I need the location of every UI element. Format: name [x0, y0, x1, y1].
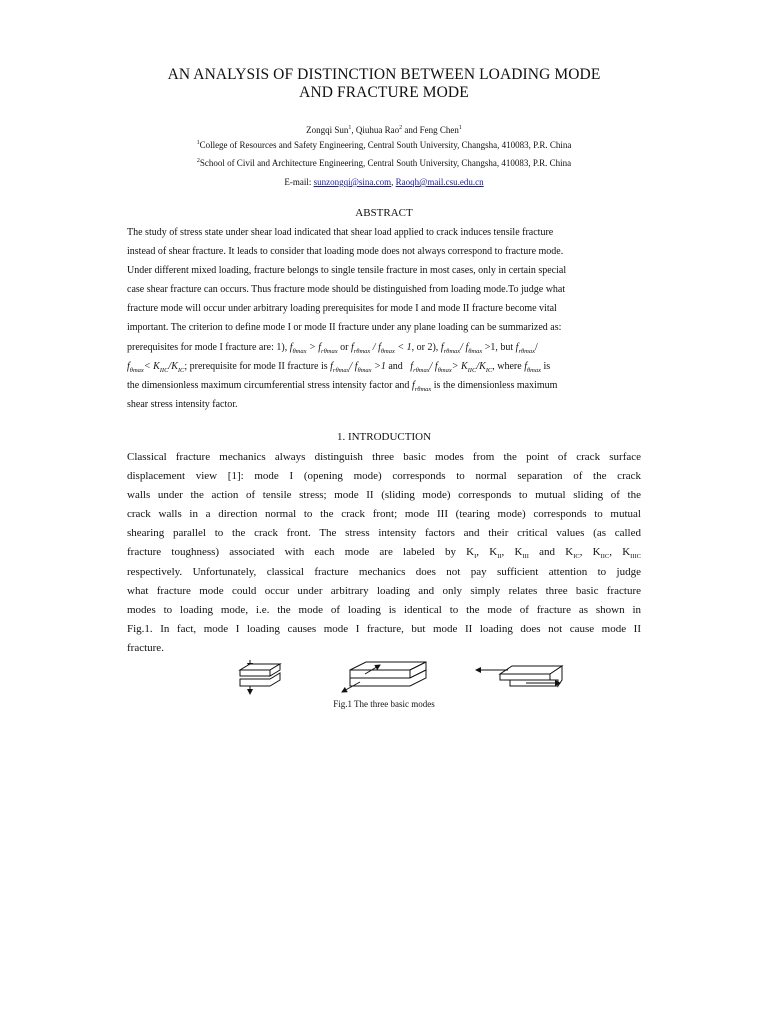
intro-line: displacement view [1]: mode I (opening mode) corresponds to normal separation of the crack: [127, 470, 641, 483]
abstract-line: The study of stress state under shear load indicated that shear load applied to crack induces tensile fracture: [127, 227, 554, 238]
math-subscript: rθmax: [321, 347, 338, 355]
author-affiliation-mark: 1: [348, 125, 352, 131]
intro-line: modes to loading mode, i.e. the mode of loading is identical to the mode of fracture as shown in: [127, 603, 641, 616]
math-subscript: rθmax: [353, 347, 371, 355]
affiliation-text: College of Resources and Safety Engineering, Central South University, Changsha, 410083, P.R. China: [199, 140, 572, 150]
author-name: Qiuhua Rao: [355, 125, 400, 135]
math-symbol: f: [354, 360, 358, 372]
k-subscript: II: [497, 553, 502, 561]
intro-line-with-subscripts: [127, 543, 641, 562]
math-subscript: θmax: [357, 366, 372, 374]
math-symbol: f: [410, 360, 414, 372]
mode-1-opening-diagram: [240, 660, 280, 694]
math-symbol: f: [434, 360, 438, 372]
math-subscript: θmax: [526, 366, 542, 374]
math-subscript: IC: [177, 366, 185, 374]
contact-email: [100, 176, 668, 188]
email-label: E-mail:: [284, 177, 314, 187]
author-affiliation-mark: 1: [458, 125, 462, 131]
email-link-1[interactable]: sunzongqi@sina.com: [313, 177, 392, 187]
abstract-line-math: $f_{\theta max}< K_{IIC}/K_{IC}$; prerequisite for mode II fracture is $f_{r\theta max}/$ $f_{\theta max} >1$ and $f_{r\theta max}/$ $f_{\theta max}> K_{IIC}/K_{IC}$, where $f_{\theta max}$ is: [127, 360, 551, 374]
math-text: prerequisites for mode I fracture are: 1),: [127, 341, 290, 353]
math-text: and: [385, 360, 406, 372]
math-subscript: θmax: [380, 347, 395, 355]
intro-text: and K: [528, 546, 574, 559]
math-symbol: f: [289, 341, 293, 353]
math-subscript: θmax: [437, 366, 452, 374]
mode-1-upper-block-face: [240, 670, 270, 676]
introduction-body: [127, 448, 641, 658]
abstract-line: instead of shear fracture. It leads to consider that loading mode does not always correspond to fracture mode.: [127, 246, 564, 258]
author-name: Zongqi Sun: [306, 125, 349, 135]
author-separator: ,: [351, 125, 356, 135]
mode-3-tearing-diagram: [476, 666, 562, 686]
math-subscript: rθmax: [332, 366, 350, 374]
math-symbol: K: [460, 360, 468, 372]
k-subscript: IIIC: [630, 553, 642, 561]
abstract-line-math: [127, 376, 640, 395]
math-subscript: θmax: [129, 366, 144, 374]
abstract-heading: ABSTRACT: [355, 207, 413, 219]
abstract-line-math: prerequisites for mode I fracture are: 1), $f_{\theta max} > f_{r\theta max}$ or $f_{r\theta max} / f_{\theta max} < 1$, or 2), $f_{r\theta max}/$ $f_{\theta max} >1$, but $f_{r\theta max}/$: [127, 341, 538, 355]
abstract-line: important. The criterion to define mode I or mode II fracture under any plane loading can be summarized as:: [127, 322, 562, 334]
affiliation-2: [100, 157, 668, 169]
intro-line: Fig.1. In fact, mode I loading causes mode I fracture, but mode II loading does not cause mode II: [127, 622, 641, 635]
intro-text: , K: [579, 546, 601, 559]
math-symbol: f: [330, 360, 333, 372]
math-text: /: [460, 341, 466, 353]
math-symbol: K: [153, 360, 160, 372]
math-symbol: f: [350, 341, 354, 353]
intro-text: , K: [501, 546, 523, 559]
k-subscript: IIC: [600, 553, 610, 561]
intro-line: walls under the action of tensile stress; mode II (sliding mode) corresponds to mutual sliding of the: [127, 489, 641, 502]
author-separator: and: [402, 125, 420, 135]
figure-caption: Fig.1 The three basic modes: [333, 699, 435, 709]
math-symbol: f: [411, 379, 415, 391]
math-subscript: rθmax: [414, 385, 432, 393]
title-line-1: AN ANALYSIS OF DISTINCTION BETWEEN LOADING MODE: [167, 66, 601, 83]
affiliation-mark: 1: [196, 140, 200, 146]
email-separator: ,: [391, 177, 396, 187]
math-symbol: f: [440, 341, 444, 353]
abstract-line: shear stress intensity factor.: [127, 398, 238, 410]
math-subscript: IC: [485, 366, 493, 374]
fracture-modes-figure: [230, 660, 570, 696]
k-subscript: IC: [573, 553, 580, 561]
math-text: , where: [492, 360, 525, 372]
mode-2-upper-block-face: [350, 670, 410, 678]
math-text: <: [143, 360, 154, 372]
intro-text: , K: [476, 546, 498, 559]
intro-line: Classical fracture mechanics always distinguish three basic modes from the point of crack surface: [127, 451, 641, 463]
math-symbol: f: [378, 341, 381, 353]
intro-line: shearing parallel to the crack front. The stress intensity factors and their critical values (as called: [127, 527, 641, 540]
math-subscript: rθmax: [443, 347, 461, 355]
abstract-line: Under different mixed loading, fracture belongs to single tensile fracture in most cases, only in certain special: [127, 265, 567, 277]
affiliation-mark: 2: [196, 158, 200, 164]
paper-title: [100, 66, 668, 102]
author-affiliation-mark: 2: [399, 125, 403, 131]
math-text: >1: [371, 360, 386, 372]
k-subscript: III: [522, 553, 529, 561]
math-text: is: [541, 360, 551, 372]
math-subscript: rθmax: [413, 366, 430, 374]
email-link-2[interactable]: Raoqh@mail.csu.edu.cn: [395, 177, 484, 187]
section-heading-introduction: 1. INTRODUCTION: [336, 431, 432, 443]
math-text: < 1: [394, 341, 412, 353]
abstract-line: fracture mode will occur under arbitrary loading prerequisites for mode I and mode II fracture become vital: [127, 303, 557, 315]
math-subscript: IIC: [467, 366, 477, 374]
math-subscript: θmax: [292, 347, 307, 355]
intro-text: , K: [609, 546, 631, 559]
math-text: >: [306, 341, 319, 353]
intro-line: respectively. Unfortunately, classical fracture mechanics does not pay sufficient attention to judge: [127, 565, 641, 578]
math-symbol: f: [515, 341, 519, 353]
title-line-2: AND FRACTURE MODE: [299, 84, 469, 101]
intro-line: fracture.: [127, 641, 164, 654]
math-symbol: f: [127, 360, 130, 372]
math-text: >: [451, 360, 461, 372]
mode-2-sliding-diagram: [342, 662, 426, 692]
abstract-line: case shear fracture can occurs. Thus fracture mode should be distinguished from loading mode.To judge what: [127, 284, 566, 296]
k-subscript: I: [474, 553, 477, 561]
affiliation-text: School of Civil and Architecture Engineering, Central South University, Changsha, 410083, P.R. China: [199, 158, 572, 168]
math-text: or: [337, 341, 351, 353]
mode-3-block-upper-face: [500, 674, 550, 680]
math-symbol: f: [318, 341, 322, 353]
math-text: is the dimensionless maximum: [431, 379, 558, 391]
math-symbol: f: [465, 341, 469, 353]
math-symbol: K: [171, 360, 178, 372]
math-text: /: [370, 341, 379, 353]
math-subscript: IIC: [159, 366, 169, 374]
math-subscript: θmax: [468, 347, 483, 355]
math-text: the dimensionless maximum circumferential stress intensity factor and: [127, 379, 412, 391]
author-list: [100, 124, 668, 136]
math-text: >1, but: [482, 341, 516, 353]
abstract-body: [127, 223, 640, 414]
intro-line: what fracture mode could occur under arbitrary loading and only simply relates three basic fracture: [127, 584, 641, 597]
intro-text: fracture toughness) associated with each mode are labeled by K: [127, 546, 475, 559]
math-text: ; prerequisite for mode II fracture is: [184, 360, 331, 372]
intro-line: crack walls in a direction normal to the crack front; mode III (tearing mode) corresponds to mutual: [127, 508, 641, 521]
affiliation-1: [100, 139, 668, 151]
author-name: Feng Chen: [419, 125, 459, 135]
math-subscript: rθmax: [518, 347, 536, 355]
math-text: , or 2),: [411, 341, 441, 353]
math-symbol: K: [479, 360, 486, 372]
math-symbol: f: [524, 360, 527, 372]
